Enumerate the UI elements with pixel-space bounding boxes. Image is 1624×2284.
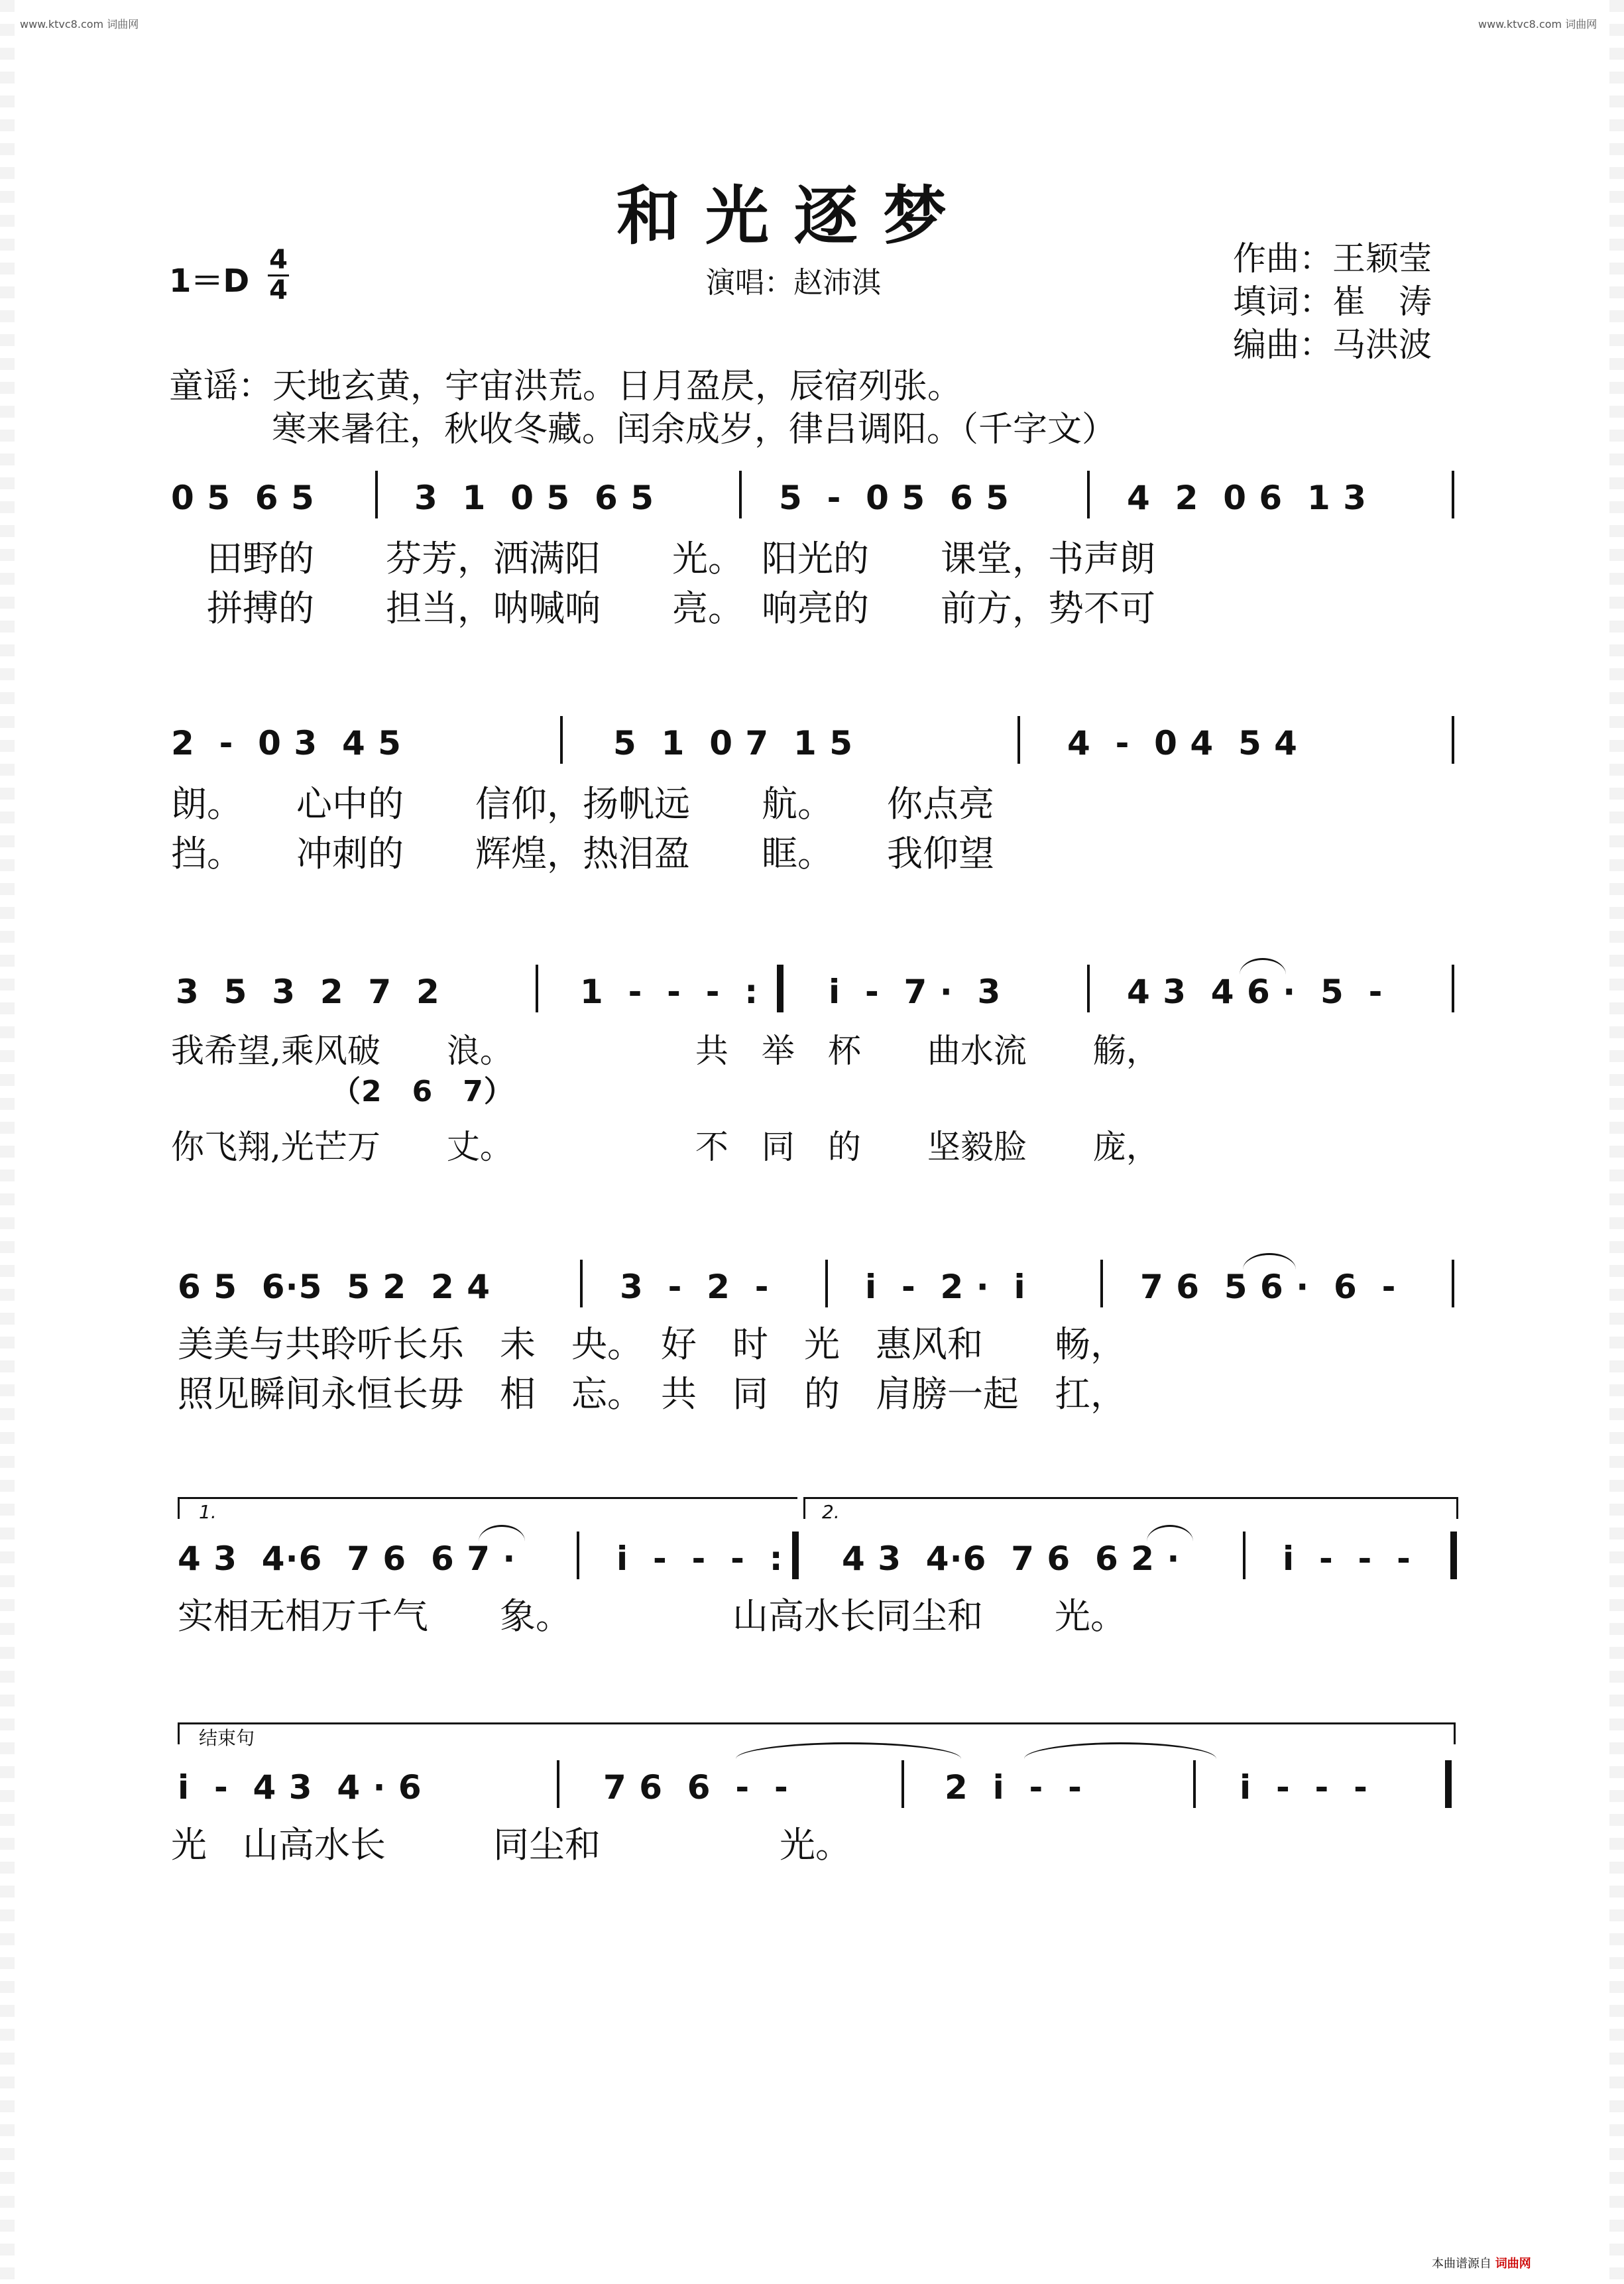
barline: [1193, 1760, 1196, 1808]
volta-bracket-2: [803, 1497, 1458, 1519]
left-edge-strip: [0, 0, 15, 2284]
measure: i - - - :: [616, 1539, 783, 1578]
volta-label-1: 1.: [199, 1501, 217, 1523]
watermark-right: www.ktvc8.com 词曲网: [1478, 18, 1597, 30]
barline: [375, 471, 378, 518]
measure: 0 5 6 5: [171, 479, 315, 517]
barline: [1452, 1260, 1454, 1307]
measure: 5 - 0 5 6 5: [779, 479, 1010, 517]
intro-line-1: 童谣：天地玄黄，宇宙洪荒。日月盈昃，辰宿列张。: [169, 367, 962, 406]
measure: 7 6 6 - -: [603, 1768, 789, 1807]
lyrics-verse-1: 田野的 芬芳，洒满阳 光。 阳光的 课堂，书声朗: [171, 538, 1155, 579]
measure: 3 5 3 2 7 2: [176, 973, 440, 1011]
arranger: 编曲：马洪波: [1233, 326, 1432, 364]
measure: i - - -: [1240, 1768, 1368, 1807]
measure: 2 i - -: [945, 1768, 1082, 1807]
lyrics-verse-2: 你飞翔,光芒万 丈。 不 同 的 坚毅脸 庞，: [171, 1128, 1159, 1166]
measure: 6 5 6·5 5 2 2 4: [178, 1268, 491, 1306]
barline: [901, 1760, 904, 1808]
ending-bracket: [178, 1722, 1456, 1744]
measure: 2 - 0 3 4 5: [171, 724, 402, 762]
barline: [1087, 965, 1090, 1012]
intro-line-2: 寒来暑往，秋收冬藏。闰余成岁，律吕调阳。（千字文）: [272, 410, 1117, 450]
song-title: 和光逐梦: [616, 178, 972, 253]
time-signature-top: 4: [269, 245, 288, 275]
footer: [1432, 2254, 1531, 2271]
measure: i - 2 · i: [865, 1268, 1026, 1306]
barline: [1243, 1532, 1246, 1579]
barline: [577, 1532, 579, 1579]
slur: [1243, 1253, 1296, 1270]
lyrics-verse-1: 朗。 心中的 信仰，扬帆远 航。 你点亮: [171, 783, 994, 825]
lyrics-verse-2: 拼搏的 担当，呐喊响 亮。 响亮的 前方，势不可: [171, 587, 1155, 629]
repeat-barline: [792, 1532, 799, 1579]
measure: 3 - 2 -: [620, 1268, 770, 1306]
measure: i - - -: [1283, 1539, 1411, 1578]
barline: [1452, 471, 1454, 518]
lyrics-verse-2: 照见瞬间永恒长毋 相 忘。 共 同 的 肩膀一起 扛，: [178, 1373, 1126, 1415]
final-barline: [1450, 1532, 1457, 1579]
barline: [1452, 716, 1454, 764]
barline: [825, 1260, 828, 1307]
lyrics-verse-2: 挡。 冲刺的 辉煌，热泪盈 眶。 我仰望: [171, 833, 994, 874]
watermark-left: www.ktvc8.com 词曲网: [20, 18, 139, 30]
lyrics-verse-1: 实相无相万千气 象。 山高水长同尘和 光。: [178, 1595, 1126, 1637]
measure: 3 1 0 5 6 5: [414, 479, 654, 517]
barline: [557, 1760, 559, 1808]
barline: [1452, 965, 1454, 1012]
barline: [1087, 471, 1090, 518]
slur: [1240, 958, 1286, 975]
lyricist: 填词：崔 涛: [1233, 282, 1432, 321]
slur: [1024, 1742, 1216, 1759]
volta-bracket-1: [178, 1497, 797, 1519]
slur: [1147, 1525, 1193, 1541]
singer: 演唱：赵沛淇: [706, 266, 881, 300]
key-signature: 1＝D: [169, 263, 250, 300]
right-edge-strip: [1609, 0, 1624, 2284]
volta-label-2: 2.: [822, 1501, 840, 1523]
measure: 1 - - - :: [580, 973, 759, 1011]
lyrics-verse-1: 美美与共聆听长乐 未 央。 好 时 光 惠风和 畅，: [178, 1323, 1126, 1365]
measure: i - 7 · 3: [829, 973, 1002, 1011]
measure: 4 2 0 6 1 3: [1127, 479, 1367, 517]
measure: 7 6 5 6 · 6 -: [1140, 1268, 1397, 1306]
lyrics-verse-1: 光 山高水长 同尘和 光。: [171, 1824, 851, 1866]
barline: [1100, 1260, 1103, 1307]
measure: 5 1 0 7 1 5: [613, 724, 853, 762]
barline: [536, 965, 538, 1012]
measure: 4 - 0 4 5 4: [1067, 724, 1298, 762]
barline: [739, 471, 742, 518]
measure: 4 3 4·6 7 6 6 7 ·: [178, 1539, 516, 1578]
footer-text: 本曲谱源自: [1432, 2257, 1491, 2271]
slur: [736, 1742, 961, 1759]
repeat-barline: [777, 965, 783, 1012]
alternate-notes: （2 6 7）: [331, 1075, 514, 1109]
measure: 4 3 4 6 · 5 -: [1127, 973, 1383, 1011]
barline: [1017, 716, 1020, 764]
measure: i - 4 3 4 · 6: [178, 1768, 422, 1807]
slur: [479, 1525, 525, 1541]
lyrics-verse-1: 我希望,乘风破 浪。 共 举 杯 曲水流 觞，: [171, 1032, 1159, 1070]
footer-brand[interactable]: 词曲网: [1495, 2257, 1531, 2271]
time-signature-bottom: 4: [269, 275, 288, 306]
composer: 作曲：王颖莹: [1233, 239, 1432, 278]
barline: [580, 1260, 583, 1307]
ending-label: 结束句: [199, 1727, 255, 1749]
barline: [560, 716, 563, 764]
measure: 4 3 4·6 7 6 6 2 ·: [842, 1539, 1181, 1578]
final-barline: [1445, 1760, 1452, 1808]
